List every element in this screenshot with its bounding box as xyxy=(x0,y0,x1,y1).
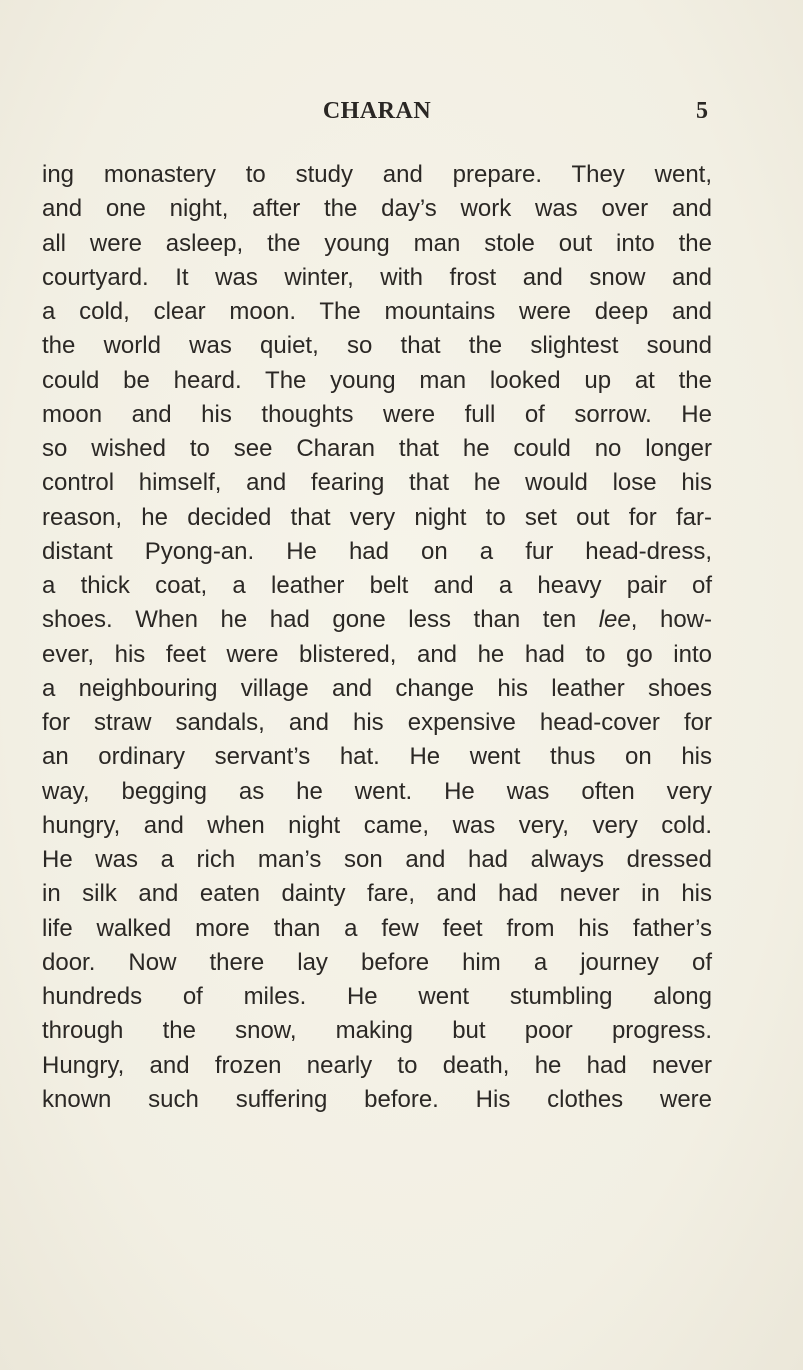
text-line: a thick coat, a leather belt and a heavy pair of xyxy=(42,572,712,599)
text-line: He was a rich man’s son and had always dressed xyxy=(42,846,712,873)
text-line: known such suffering before. His clothes were xyxy=(42,1085,712,1113)
text-line: for straw sandals, and his expensive head-cover for xyxy=(42,709,712,736)
text-line: hungry, and when night came, was very, very cold. xyxy=(42,811,712,839)
body-text xyxy=(42,158,712,1117)
text-line: courtyard. It was winter, with frost and snow and xyxy=(42,263,712,291)
text-line: ever, his feet were blistered, and he had to go into xyxy=(42,640,712,668)
text-line: a cold, clear moon. The mountains were deep and xyxy=(42,298,712,325)
text-line: moon and his thoughts were full of sorrow. He xyxy=(42,400,712,428)
text-line: hundreds of miles. He went stumbling along xyxy=(42,983,712,1010)
text-line: through the snow, making but poor progress. xyxy=(42,1017,712,1045)
text-line: and one night, after the day’s work was over and xyxy=(42,195,712,223)
text-line: Hungry, and frozen nearly to death, he had never xyxy=(42,1051,712,1079)
text-line: all were asleep, the young man stole out into the xyxy=(42,229,712,257)
text-line: reason, he decided that very night to set out for far- xyxy=(42,503,712,531)
text-line: could be heard. The young man looked up at the xyxy=(42,366,712,394)
text-line: a neighbouring village and change his leather shoes xyxy=(42,674,712,702)
text-line: an ordinary servant’s hat. He went thus on his xyxy=(42,743,712,771)
page-number: 5 xyxy=(696,98,708,124)
text-line: ing monastery to study and prepare. They went, xyxy=(42,161,712,188)
text-line: distant Pyong-an. He had on a fur head-dress, xyxy=(42,537,712,565)
text-line: way, begging as he went. He was often very xyxy=(42,777,712,805)
text-line: door. Now there lay before him a journey of xyxy=(42,948,712,976)
text-line: life walked more than a few feet from his father’s xyxy=(42,914,712,942)
text-line: the world was quiet, so that the slightest sound xyxy=(42,332,712,360)
text-line: so wished to see Charan that he could no longer xyxy=(42,435,712,462)
text-line: in silk and eaten dainty fare, and had never in his xyxy=(42,880,712,908)
text-line: control himself, and fearing that he would lose his xyxy=(42,469,712,497)
running-head xyxy=(42,98,712,138)
chapter-title: CHARAN xyxy=(322,98,432,124)
text-line: shoes. When he had gone less than ten lee, how- xyxy=(42,606,712,634)
